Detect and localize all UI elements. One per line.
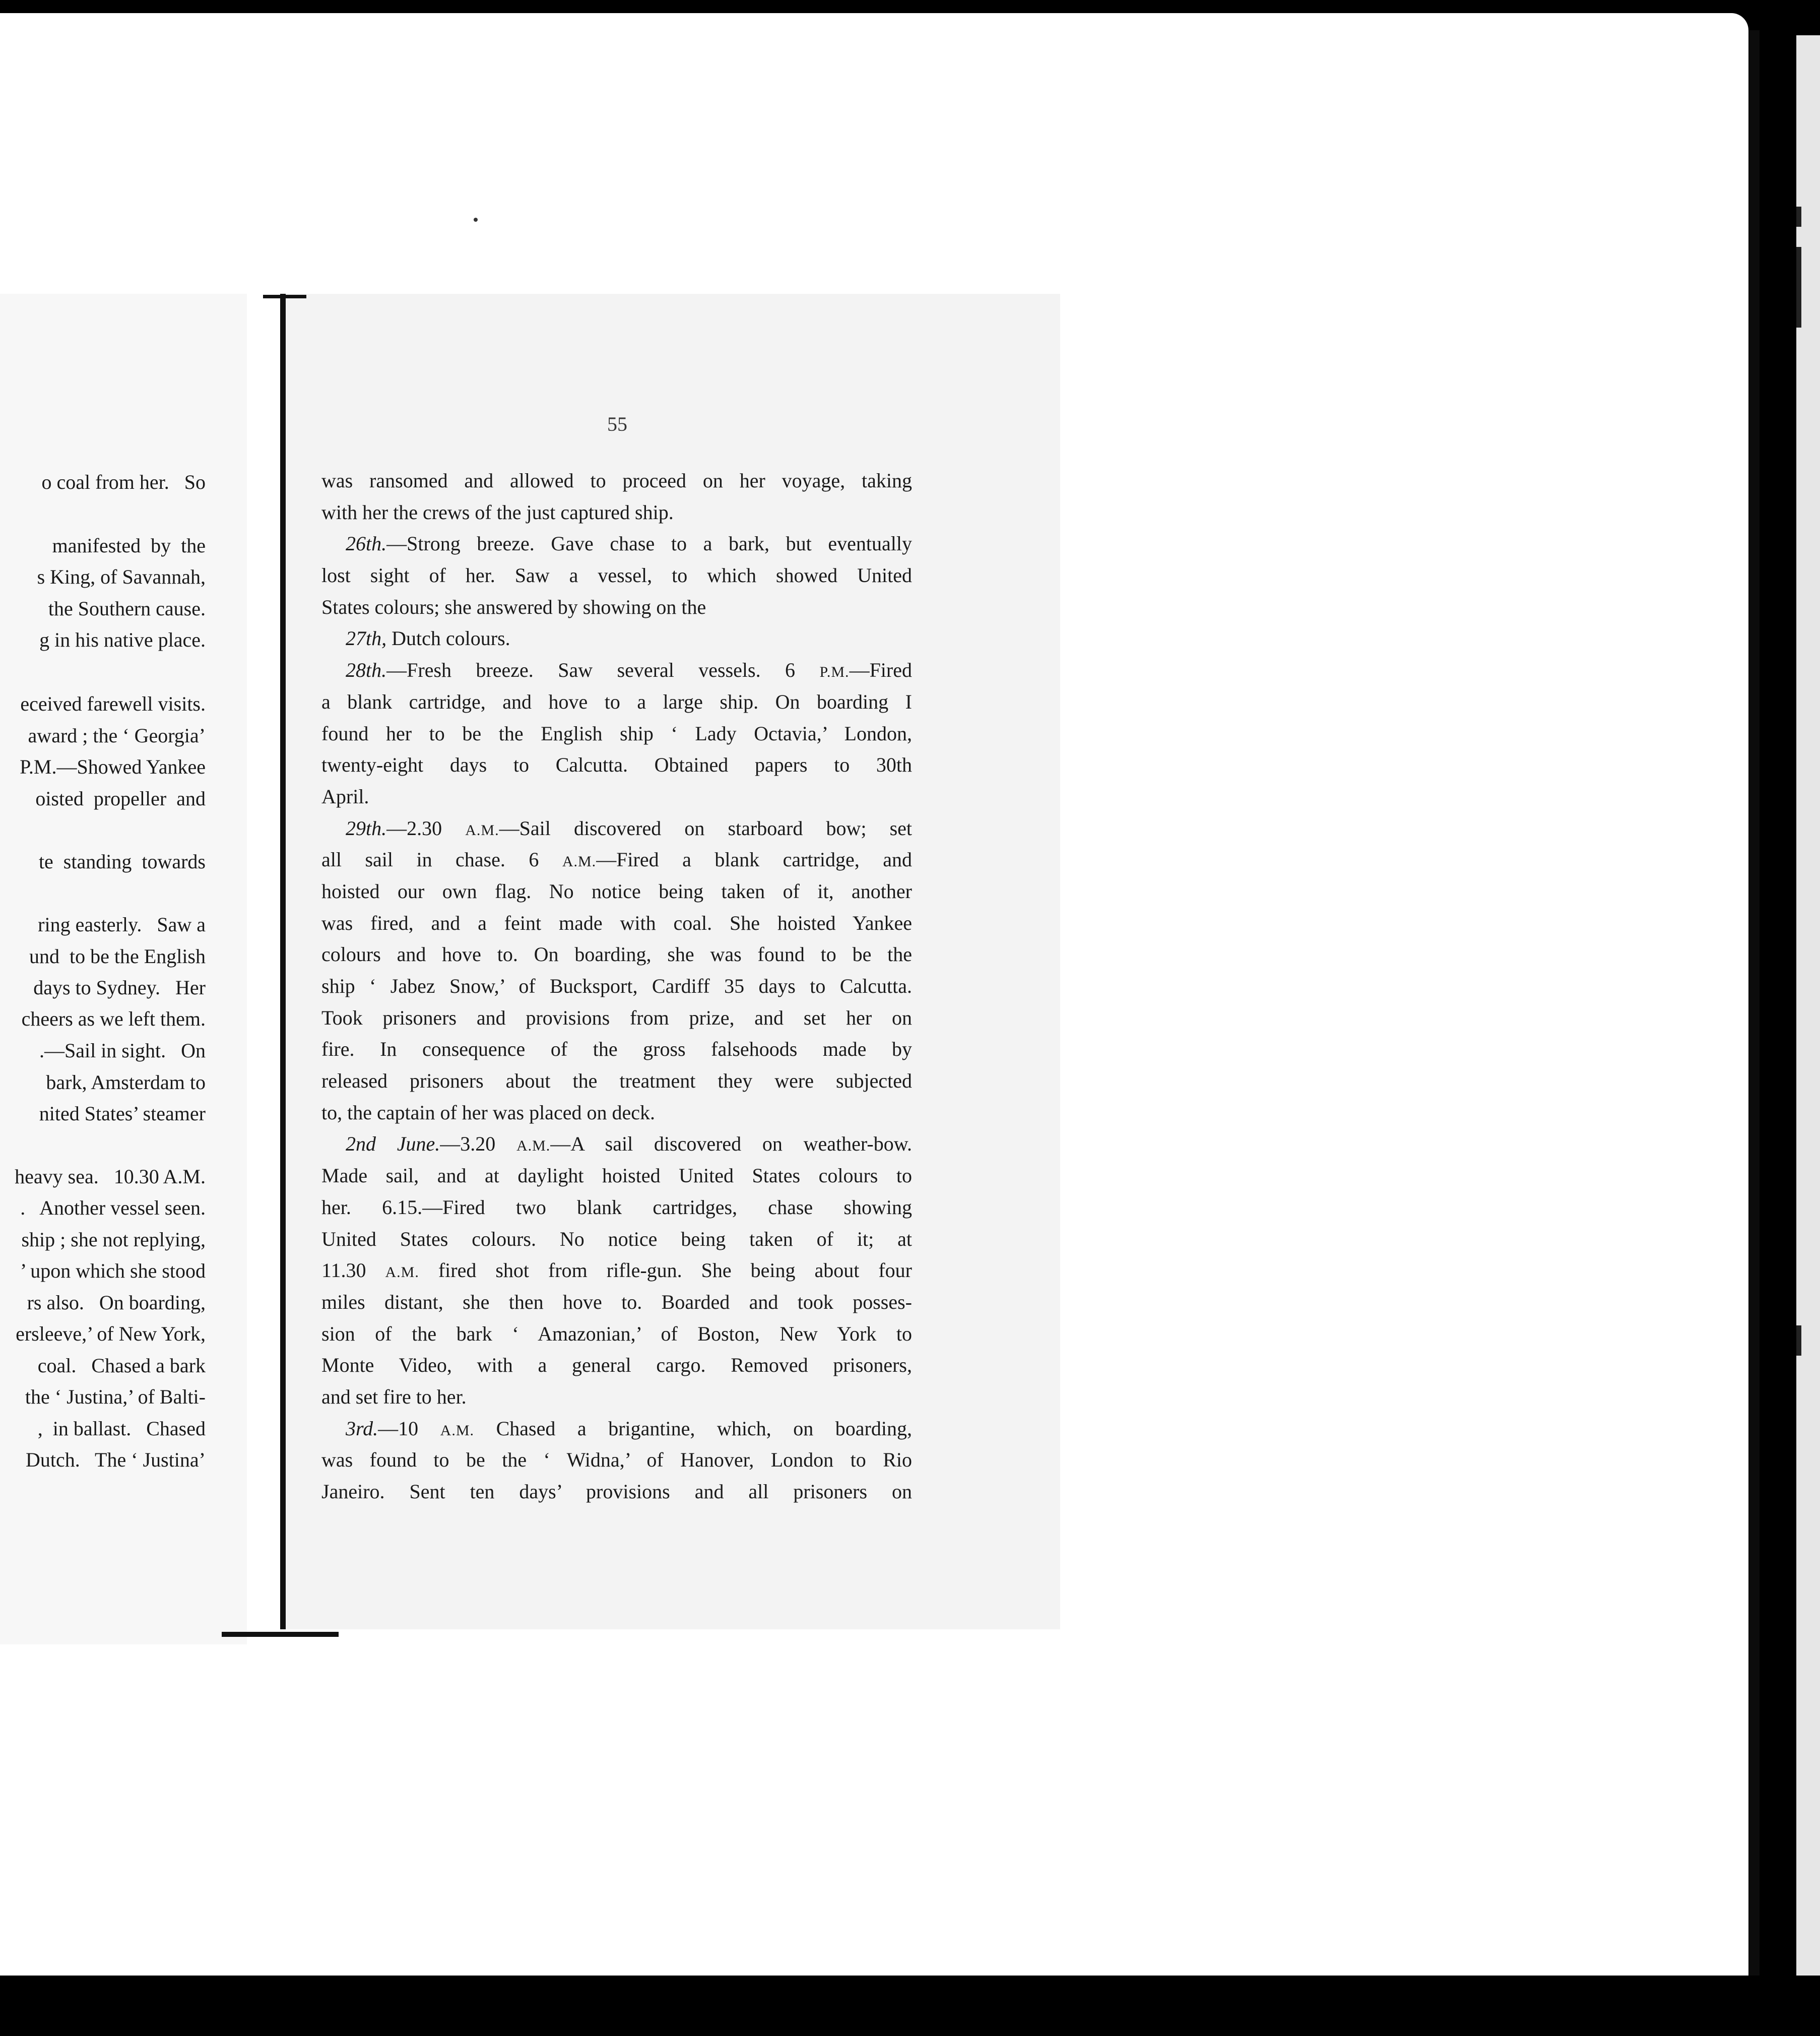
line-text: colours and hove to. On boarding, she was found to be the [321,943,912,966]
text-line [321,1002,912,1034]
left-page-line: award ; the ‘ Georgia’ [28,724,206,747]
left-page-line: the Southern cause. [48,597,206,620]
left-page-line: ersleeve,’ of New York, [16,1322,206,1345]
gutter-foot [222,1632,339,1637]
line-text: United States colours. No notice being taken of it; at [321,1227,912,1250]
text-line [321,1192,912,1224]
line-text: and set fire to her. [321,1385,467,1408]
text-line [321,1444,912,1476]
text-line [321,1255,912,1287]
line-text: lost sight of her. Saw a vessel, to which showed United [321,564,912,587]
page-number: 55 [607,413,627,435]
text-line [321,1128,912,1160]
text-line [321,908,912,939]
line-text: Janeiro. Sent ten days’ provisions and all prisoners on [321,1480,912,1503]
line-text: was found to be the ‘ Widna,’ of Hanover, London to Rio [321,1448,912,1472]
left-page-line: oisted propeller and [35,787,206,810]
line-text: with her the crews of the just captured ship. [321,500,674,524]
left-page-line: . Another vessel seen. [20,1196,206,1219]
line-text: released prisoners about the treatment they were subjected [321,1069,912,1093]
text-line [321,1413,912,1445]
line-text: Dutch colours. [386,627,510,650]
scan-bottom-border [0,1976,1820,2036]
left-page-line: ’ upon which she stood [20,1259,206,1282]
text-line [321,844,912,876]
text-line [321,560,912,592]
page-body-text [321,465,912,1508]
line-text: fire. In consequence of the gross falsehoods made by [321,1038,912,1061]
line-text: to, the captain of her was placed on deck. [321,1101,655,1124]
left-page [0,294,247,1644]
text-line [321,465,912,497]
left-page-line: manifested by the [52,534,206,557]
text-line [321,781,912,813]
left-page-line: g in his native place. [39,628,206,651]
left-page-line: .—Sail in sight. On [39,1039,206,1062]
line-text: a blank cartridge, and hove to a large ship. On boarding I [321,690,912,713]
line-text: all sail in chase. 6 A.M.—Fired a blank cartridge, and [321,848,913,871]
text-line [321,592,912,623]
left-page-line: ship ; she not replying, [21,1228,206,1251]
text-line [321,939,912,971]
line-text: —Fresh breeze. Saw several vessels. 6 P.M.—Fired [386,659,912,682]
text-line [321,623,912,655]
line-text: miles distant, she then hove to. Boarded and took posses- [321,1290,912,1313]
text-line [321,1097,912,1129]
left-page-line: P.M.—Showed Yankee [20,755,206,778]
text-line [321,749,912,781]
left-page-line: und to be the English [29,945,206,968]
text-line [321,686,912,718]
date-heading: 27th, [346,627,387,650]
line-text: —10 A.M. Chased a brigantine, which, on boarding, [378,1417,912,1440]
left-page-line: bark, Amsterdam to [46,1071,206,1094]
line-text: was fired, and a feint made with coal. She hoisted Yankee [321,911,912,934]
left-page-line: ring easterly. Saw a [38,913,206,936]
line-text: —Strong breeze. Gave chase to a bark, but eventually [386,532,912,555]
line-text: —3.20 A.M.—A sail discovered on weather-bow. [440,1132,912,1156]
dust-speck [474,218,478,222]
line-text: Monte Video, with a general cargo. Removed prisoners, [321,1354,912,1377]
line-text: twenty-eight days to Calcutta. Obtained papers to 30th [321,753,912,777]
left-page-line: eceived farewell visits. [20,692,206,715]
date-heading: 29th. [346,816,387,840]
line-text: April. [321,785,369,808]
line-text: Made sail, and at daylight hoisted United States colours to [321,1164,912,1187]
left-page-line: o coal from her. So [41,471,206,493]
text-line [321,1160,912,1192]
line-text: ship ‘ Jabez Snow,’ of Bucksport, Cardiff 35 days to Calcutta. [321,975,912,997]
text-line [321,1034,912,1065]
left-page-line: Dutch. The ‘ Justina’ [26,1448,206,1471]
left-page-line: coal. Chased a bark [37,1354,206,1377]
line-text: 11.30 A.M. fired shot from rifle-gun. She being about four [321,1259,913,1282]
left-page-line: days to Sydney. Her [33,976,206,999]
left-page-line: rs also. On boarding, [27,1291,206,1314]
date-heading: 3rd. [346,1417,378,1440]
line-text: Took prisoners and provisions from prize, and set her on [321,1006,912,1029]
text-line [321,876,912,908]
line-text: was ransomed and allowed to proceed on her voyage, taking [321,469,912,492]
line-text: hoisted our own flag. No notice being taken of it, another [321,879,912,903]
date-heading: 2nd June. [346,1132,440,1156]
left-page-line: heavy sea. 10.30 A.M. [15,1165,206,1188]
book-gutter [280,294,286,1629]
left-page-line: cheers as we left them. [21,1007,206,1030]
line-text: —2.30 A.M.—Sail discovered on starboard bow; set [386,816,913,840]
left-page-line: nited States’ steamer [39,1102,206,1125]
text-line [321,1065,912,1097]
text-line [321,1224,912,1255]
line-text: her. 6.15.—Fired two blank cartridges, chase showing [321,1195,912,1219]
text-line [321,528,912,560]
text-line [321,655,912,686]
text-line [321,497,912,529]
sheet-edge-shadow [1748,30,1760,1986]
line-text: found her to be the English ship ‘ Lady Octavia,’ London, [321,722,912,745]
left-page-line: s King, of Savannah, [37,565,206,588]
text-line [321,1381,912,1413]
scan-top-border [0,0,1820,13]
text-line [321,718,912,750]
text-line [321,813,912,845]
text-line [321,1287,912,1318]
left-page-line: the ‘ Justina,’ of Balti- [25,1385,206,1408]
date-heading: 28th. [346,659,387,682]
left-page-line: , in ballast. Chased [37,1417,206,1440]
text-line [321,1318,912,1350]
text-line [321,971,912,1002]
text-line [321,1476,912,1508]
line-text: sion of the bark ‘ Amazonian,’ of Boston, New York to [321,1322,912,1345]
left-page-line: te standing towards [38,850,206,873]
line-text: States colours; she answered by showing on the [321,595,706,618]
text-line [321,1350,912,1381]
date-heading: 26th. [346,532,387,555]
adjacent-page-edge [1796,35,1820,2036]
